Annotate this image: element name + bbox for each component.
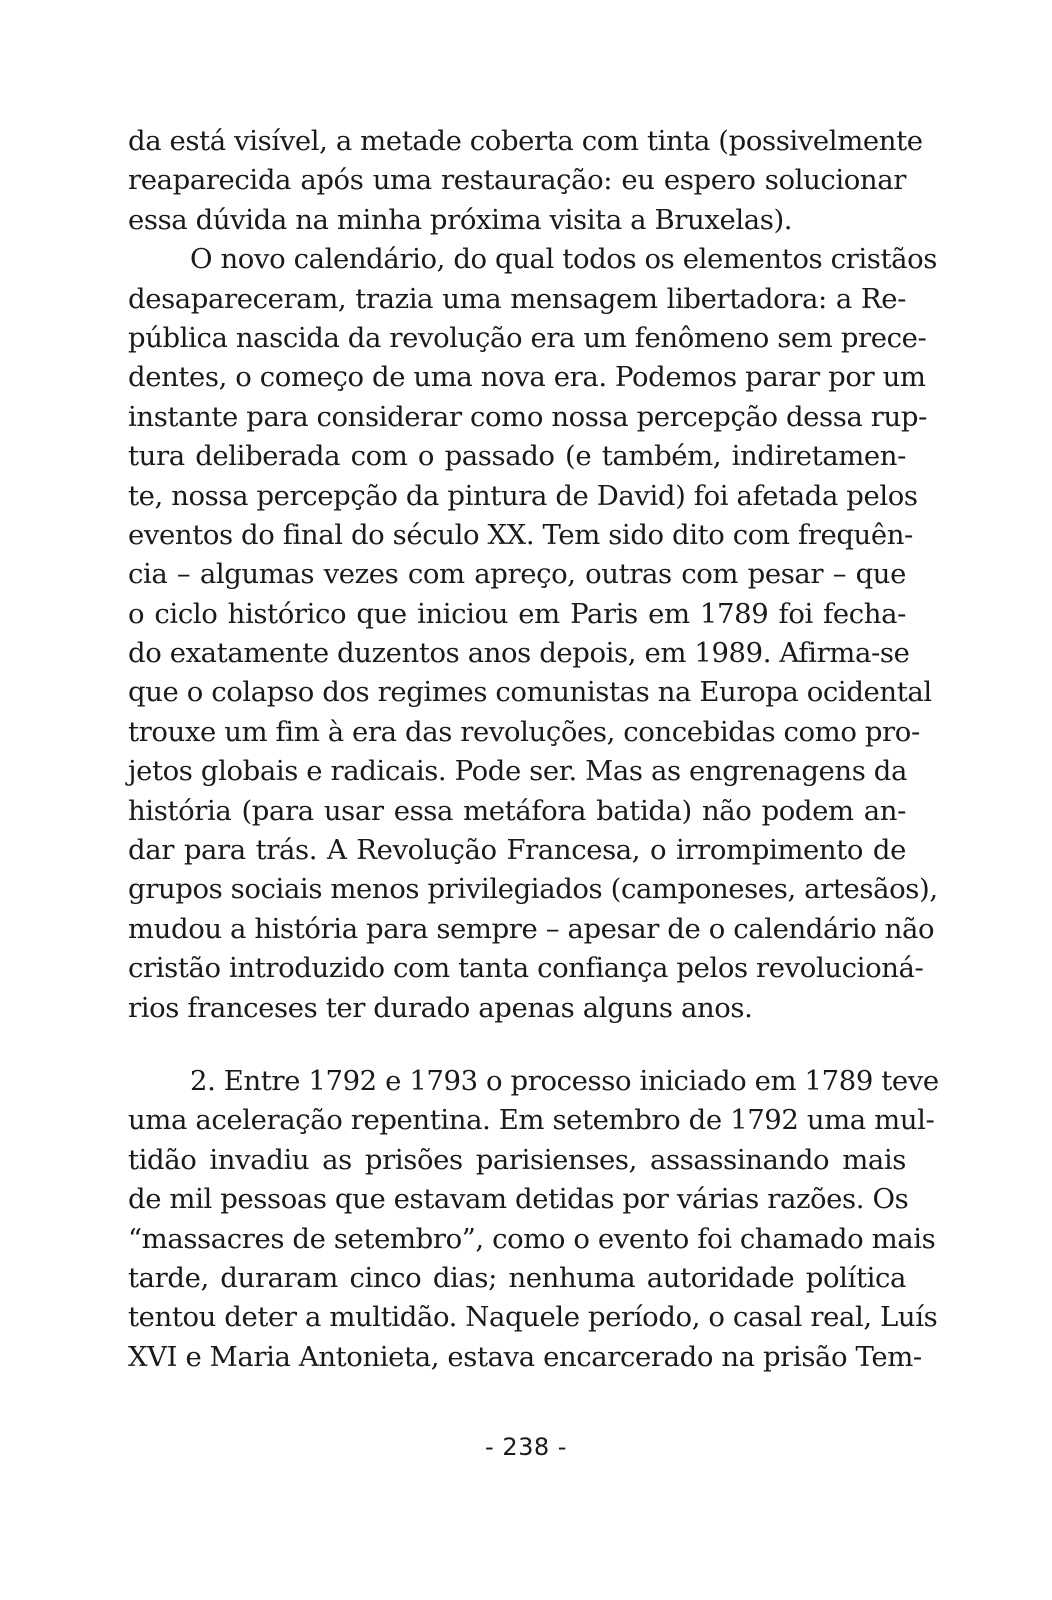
text-line: tidão invadiu as prisões parisienses, assassinando mais (128, 1143, 906, 1176)
paragraph-1 (128, 122, 923, 240)
text-line: tura deliberada com o passado (e também, indiretamen- (128, 440, 906, 473)
text-line: dentes, o começo de uma nova era. Podemos parar por um (128, 361, 926, 394)
text-line: mudou a história para sempre – apesar de o calendário não (128, 912, 935, 945)
text-line: o ciclo histórico que iniciou em Paris em 1789 foi fecha- (128, 597, 906, 630)
text-line: cia – algumas vezes com apreço, outras com pesar – que (128, 558, 906, 591)
text-line: te, nossa percepção da pintura de David) foi afetada pelos (128, 479, 918, 512)
text-line: reaparecida após uma restauração: eu espero solucionar (128, 164, 906, 197)
text-line: instante para considerar como nossa percepção dessa rup- (128, 400, 927, 433)
text-line: que o colapso dos regimes comunistas na Europa ocidental (128, 676, 932, 709)
text-line: grupos sociais menos privilegiados (camponeses, artesãos), (128, 873, 938, 906)
page-number: - 238 - (485, 1433, 567, 1461)
text-line: do exatamente duzentos anos depois, em 1989. Afirma-se (128, 637, 910, 670)
paragraph-3 (128, 1062, 939, 1377)
text-line: essa dúvida na minha próxima visita a Bruxelas). (128, 203, 793, 236)
text-line: 2. Entre 1792 e 1793 o processo iniciado em 1789 teve (190, 1064, 939, 1097)
text-line: O novo calendário, do qual todos os elementos cristãos (190, 243, 937, 276)
text-line: história (para usar essa metáfora batida) não podem an- (128, 794, 906, 827)
text-line: jetos globais e radicais. Pode ser. Mas as engrenagens da (128, 755, 907, 788)
text-line: dar para trás. A Revolução Francesa, o irrompimento de (128, 834, 906, 867)
text-line: trouxe um fim à era das revoluções, concebidas como pro- (128, 715, 920, 748)
text-line: cristão introduzido com tanta confiança pelos revolucioná- (128, 952, 924, 985)
text-line: pública nascida da revolução era um fenômeno sem prece- (128, 321, 927, 354)
text-line: eventos do final do século XX. Tem sido dito com frequên- (128, 518, 913, 551)
text-line: XVI e Maria Antonieta, estava encarcerado na prisão Tem- (128, 1340, 922, 1373)
text-line: tentou deter a multidão. Naquele período, o casal real, Luís (128, 1301, 938, 1334)
page-body (128, 122, 939, 1377)
text-line: de mil pessoas que estavam detidas por várias razões. Os (128, 1183, 909, 1216)
paragraph-2 (128, 240, 938, 1028)
text-line: “massacres de setembro”, como o evento foi chamado mais (128, 1222, 936, 1255)
text-line: rios franceses ter durado apenas alguns anos. (128, 991, 753, 1024)
text-line: desapareceram, trazia uma mensagem libertadora: a Re- (128, 282, 906, 315)
text-line: uma aceleração repentina. Em setembro de 1792 uma mul- (128, 1104, 935, 1137)
section-gap (128, 1028, 906, 1062)
text-line: da está visível, a metade coberta com tinta (possivelmente (128, 125, 923, 157)
text-line: tarde, duraram cinco dias; nenhuma autoridade política (128, 1261, 906, 1294)
